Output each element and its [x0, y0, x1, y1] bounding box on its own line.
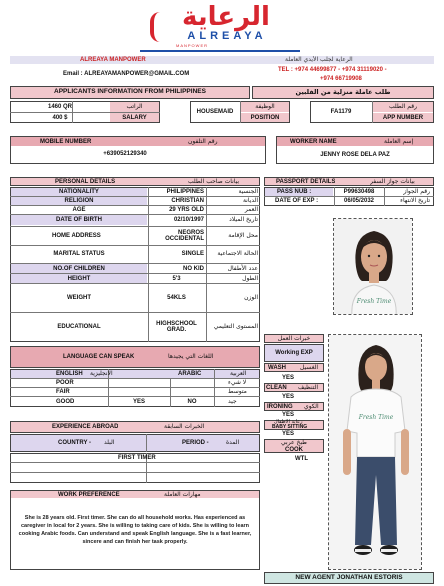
company-name-bar — [10, 56, 434, 64]
row-value: PHILIPPINES — [166, 189, 204, 195]
salary-usd: 400 $ — [52, 114, 68, 121]
skill-label: COOK — [285, 446, 303, 453]
skill-value: WTL — [295, 455, 308, 462]
skills-working-exp: Working EXP — [264, 344, 324, 362]
row-label-arabic: محل الإقامة — [228, 232, 258, 239]
company-name: ALREAYA MANPOWER — [80, 57, 146, 63]
row-label: HEIGHT — [11, 274, 147, 283]
language-row-good-english: YES — [132, 398, 145, 405]
language-row-good: GOOD — [56, 398, 75, 405]
mobile-label: MOBILE NUMBER — [40, 138, 92, 145]
skill-label: IRONING — [267, 403, 293, 410]
row-value: CHRISTIAN — [171, 198, 204, 204]
experience-period-label: PERIOD - — [182, 440, 209, 446]
logo-latin: ALREAYA — [187, 30, 267, 42]
worker-full-photo — [328, 334, 422, 570]
language-row-good-arabic: NO — [187, 398, 197, 405]
row-label-arabic: الجنسية — [238, 188, 258, 195]
language-english-arabic: الانجليزية — [90, 370, 113, 377]
work-preference-header — [11, 491, 259, 498]
skill-label: BABY SITTING — [272, 424, 308, 430]
row-value: 5'3 — [172, 275, 181, 282]
language-row-fair-arabic — [171, 388, 213, 396]
passport-title: PASSPORT DETAILS — [276, 178, 336, 185]
experience-country-label: COUNTRY - — [58, 440, 91, 446]
passport-exp-value: 06/05/2032 — [343, 198, 375, 204]
language-header — [10, 346, 260, 368]
experience-title: EXPERIENCE ABROAD — [52, 424, 119, 430]
language-row-poor-ar: لا شيء — [228, 379, 247, 386]
language-title: LANGUAGE CAN SPEAK — [63, 354, 135, 360]
row-label: MARITAL STATUS — [53, 251, 105, 257]
company-tel-1: TEL : +974 44699877 - +974 31119020 - — [278, 67, 387, 73]
row-label: EDUCATIONAL — [57, 324, 101, 330]
passport-number-label-arabic: رقم الجواز — [403, 188, 430, 195]
row-label-arabic: عدد الأطفال — [227, 264, 258, 272]
svg-text:Fresh Time: Fresh Time — [356, 298, 392, 305]
skill-value: YES — [281, 431, 294, 437]
app-number-label: APP NUMBER — [373, 113, 433, 122]
company-tel-2: +974 66719908 — [320, 76, 362, 82]
experience-period-arabic: المدة — [226, 439, 240, 446]
passport-exp-label-arabic: تاريخ الانتهاء — [400, 197, 430, 204]
app-number-value: FA1179 — [330, 109, 352, 115]
language-row-poor-english — [109, 379, 169, 387]
experience-columns — [10, 434, 260, 452]
row-value: SINGLE — [181, 251, 204, 257]
row-value: 54KLS — [167, 295, 186, 301]
skill-label: WASH — [268, 364, 286, 371]
language-title-arabic: اللغات التي يجيدها — [168, 353, 214, 360]
mobile-label-arabic: رقم التلفون — [188, 137, 218, 145]
language-row-fair-english — [109, 388, 169, 396]
skill-value: YES — [281, 374, 294, 381]
personal-title-arabic: بيانات صاحب الطلب — [188, 177, 240, 185]
passport-exp-label: DATE OF EXP : — [275, 198, 319, 204]
svg-text:Fresh Time: Fresh Time — [358, 414, 394, 421]
row-label-arabic: الوزن — [244, 294, 258, 301]
work-preference-text: She is 28 years old. First timer. She can do all household works. Has experienced as caregiver in local for 2 years. She is willing to taking care of kids. She is willing to learn cooking Arabic foods. Can understand and speak English language. She is a fast learner, sincere and can finish her task properly. — [18, 515, 252, 545]
work-preference-title: WORK PREFERENCE — [58, 491, 120, 498]
skill-label-arabic: التنظيف — [298, 383, 319, 391]
row-label: NO.OF CHILDREN — [11, 264, 147, 273]
logo-underline — [140, 50, 300, 52]
position-value: HOUSEMAID — [196, 109, 234, 115]
row-value: HIGHSCHOOL GRAD. — [156, 321, 197, 333]
worker-name-value: JENNY ROSE DELA PAZ — [320, 152, 390, 158]
salary-label-arabic: الراتب — [110, 102, 159, 112]
row-label-arabic: الديانة — [242, 197, 258, 204]
applicants-title-arabic: طلب عاملة منزلية من الفلبين — [295, 88, 391, 97]
skill-value: YES — [281, 394, 294, 400]
logo-swoosh — [150, 12, 164, 42]
row-label: NATIONALITY — [11, 188, 147, 196]
salary-label: SALARY — [110, 113, 159, 122]
company-email: Email : ALREAYAMANPOWER@GMAIL.COM — [63, 71, 190, 77]
worker-name-label: WORKER NAME — [290, 138, 337, 145]
language-header-row — [11, 370, 259, 378]
skill-label-arabic: الغسيل — [300, 363, 319, 371]
work-preference-title-arabic: مهارات العاملة — [164, 491, 201, 498]
row-value: 02/10/1997 — [173, 217, 204, 223]
passport-title-arabic: بيانات جواز السفر — [370, 177, 415, 185]
agent-name: NEW AGENT JONATHAN ESTORIS — [295, 573, 403, 581]
logo-arabic: الرعاية — [182, 2, 270, 32]
row-value: NEGROS OCCIDENTAL — [165, 230, 204, 242]
app-number-label-arabic: رقم الطلب — [373, 102, 433, 112]
skill-value: YES — [281, 412, 294, 418]
skills-title-arabic: خبرات العمل — [264, 334, 324, 343]
language-row-poor-arabic — [171, 379, 213, 387]
language-arabic-arabic: العربية — [230, 370, 247, 377]
passport-number-value: P99630498 — [343, 189, 375, 195]
position-label-arabic: الوظيفة — [241, 102, 289, 112]
language-english: ENGLISH — [56, 371, 83, 377]
language-row-fair: FAIR — [56, 389, 70, 395]
row-label-arabic: تاريخ الميلاد — [229, 216, 258, 223]
row-label-arabic: العمر — [244, 206, 258, 213]
applicants-title: APPLICANTS INFORMATION FROM PHILIPPINES — [54, 88, 206, 96]
language-arabic: ARABIC — [178, 371, 202, 377]
row-label: RELIGION — [11, 197, 147, 205]
skill-label-arabic: رعاية الأطفال — [274, 419, 303, 425]
position-label: POSITION — [241, 113, 289, 122]
company-name-arabic: الرعاية لجلب الأيدي العاملة — [285, 56, 353, 63]
worker-face-photo — [333, 218, 413, 315]
logo-tagline: MANPOWER — [176, 43, 208, 48]
company-logo — [150, 4, 290, 48]
worker-name-label-arabic: إسم العاملة — [384, 137, 414, 145]
language-row-poor: POOR — [56, 380, 74, 386]
language-row-fair-ar: متوسط — [228, 388, 247, 395]
row-label: AGE — [72, 207, 86, 213]
row-label: HOME ADDRESS — [52, 233, 101, 239]
personal-title: PERSONAL DETAILS — [55, 178, 116, 185]
skill-label: CLEAN — [266, 384, 287, 391]
row-label-arabic: الطول — [242, 274, 258, 282]
salary-qr: 1460 QR — [47, 103, 72, 110]
row-value: NO KID — [183, 265, 204, 272]
experience-country-arabic: البلد — [104, 439, 115, 446]
row-label-arabic: الحالة الاجتماعية — [217, 250, 258, 257]
mobile-value: +639052129340 — [103, 151, 147, 157]
skill-label-arabic: طبخ عربي — [281, 439, 307, 446]
row-label: WEIGHT — [67, 295, 91, 301]
language-row-good-ar: جيد — [228, 397, 237, 405]
row-label: DATE OF BIRTH — [11, 215, 147, 225]
experience-header — [10, 421, 260, 433]
row-value: 29 YRS OLD — [169, 207, 204, 213]
experience-title-arabic: الخبرات السابقة — [164, 423, 205, 430]
skill-label-arabic: الكوي — [304, 402, 319, 410]
row-label-arabic: المستوى التعليمي — [213, 323, 258, 330]
passport-number-label: PASS NUB : — [265, 188, 333, 196]
experience-first-timer: FIRST TIMER — [118, 454, 156, 461]
